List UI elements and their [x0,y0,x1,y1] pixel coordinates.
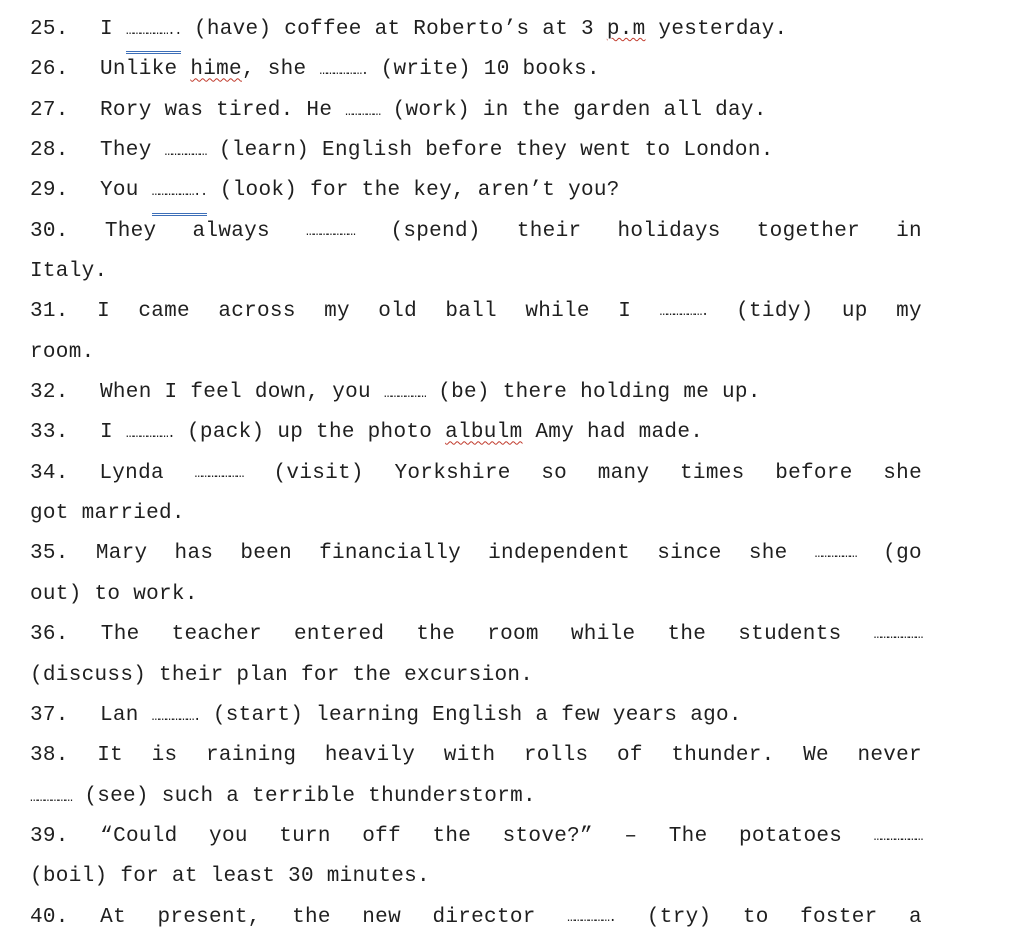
item-word: in [896,219,922,243]
exercise-item-35 [30,534,922,574]
item-word: The [668,824,708,848]
item-word: holidays [617,219,721,243]
item-word: Lynda [99,461,164,485]
exercise-item-31-wrap [30,333,922,373]
item-text: Italy. [30,260,108,284]
item-text: (have) coffee at Roberto’s at 3 [193,18,607,41]
item-word: Yorkshire [394,461,511,485]
item-word: I [97,300,110,324]
item-word: the [667,623,707,647]
item-word: rolls [523,744,589,768]
exercise-item-34-wrap [30,494,922,534]
item-word: while [525,300,590,324]
item-number: 26. [30,58,69,82]
answer-blank[interactable]: ……………….. [152,172,207,215]
item-word: present, [157,905,261,929]
item-word: with [443,744,496,768]
item-word: financially [319,542,462,566]
item-number: 31. [30,300,69,324]
item-word: is [151,744,178,768]
item-number: 32. [30,381,69,405]
exercise-item-31 [30,292,922,332]
answer-blank[interactable]: ……………… [30,789,72,806]
exercise-item-40 [30,898,922,938]
exercise-page [30,10,922,938]
item-word: their [516,219,582,243]
item-word: foster [800,905,878,929]
item-number: 34. [30,461,69,485]
exercise-item-37 [30,696,922,736]
exercise-item-36-wrap [30,656,922,696]
item-text: , she [241,58,307,82]
item-word: many [597,461,650,485]
item-text: When I feel down, you [100,381,371,405]
item-word: I [618,300,632,324]
item-number: 25. [30,18,69,41]
item-word: been [240,542,292,566]
answer-blank[interactable]: ………………… [873,828,922,845]
item-number: 39. [30,824,69,848]
item-text: (write) 10 books. [380,58,600,82]
exercise-item-32 [30,373,922,413]
exercise-item-30 [30,212,922,252]
exercise-item-36 [30,615,922,655]
item-word: my [324,300,350,324]
item-word: (try) [646,905,712,929]
item-word: old [378,300,417,324]
item-word: of [616,744,643,768]
item-text: Amy had made. [522,421,704,445]
item-word: room [487,623,539,647]
exercise-item-39-wrap [30,857,922,897]
item-word: you [209,824,248,848]
item-text: I [100,18,113,41]
item-word: turn [279,824,331,848]
item-text: I [100,421,113,445]
item-word: so [541,461,568,485]
item-word: (visit) [273,461,364,485]
item-word: students [738,623,842,647]
exercise-item-28 [30,131,922,171]
item-word: she [883,461,922,485]
item-number: 37. [30,703,69,727]
exercise-item-38-wrap [30,777,922,817]
item-text: (discuss) their plan for the excursion. [30,663,534,687]
item-word: the [416,623,456,647]
answer-blank[interactable]: ………………. [151,708,200,725]
answer-blank[interactable]: ………………… [306,223,355,240]
item-word: – [624,824,638,848]
answer-blank[interactable]: ……………… [814,546,857,563]
item-text: They [100,139,152,163]
answer-blank[interactable]: ………………… [194,465,243,482]
exercise-item-35-wrap [30,575,922,615]
item-text: (start) learning English a few years ago. [212,703,742,727]
exercise-item-38 [30,736,922,776]
spelling-flag: albulm [445,421,523,445]
answer-blank[interactable]: ……………….. [126,11,181,54]
item-number: 29. [30,179,69,203]
item-text: Rory was tired. He [100,98,333,122]
item-word: together [756,219,860,243]
item-text: out) to work. [30,582,198,606]
answer-blank[interactable]: ………………. [567,909,616,926]
exercise-item-27 [30,91,922,131]
item-number: 35. [30,542,69,566]
item-word: independent [488,542,631,566]
item-number: 27. [30,98,69,122]
item-word: to [742,905,769,929]
item-word: new [362,905,401,929]
answer-blank[interactable]: ………………… [873,627,922,644]
item-word: a [909,905,922,929]
item-word: heavily [324,744,416,768]
item-word: came [138,300,190,324]
item-word: before [775,461,853,485]
answer-blank[interactable]: …………… [345,103,380,120]
item-text: room. [30,340,95,364]
item-number: 33. [30,421,69,445]
spelling-flag: hime [190,58,242,82]
item-word: has [174,542,214,566]
item-word: It [97,744,124,768]
item-word: since [657,542,722,566]
item-word: never [857,744,922,768]
item-text: (boil) for at least 30 minutes. [30,865,430,889]
item-word: while [570,623,636,647]
answer-blank[interactable]: ………………. [659,304,708,321]
item-word: teacher [171,623,262,647]
item-text: (see) such a terrible thunderstorm. [84,784,536,808]
item-word: The [100,623,140,647]
exercise-item-39 [30,817,922,857]
item-word: (go [883,542,922,566]
item-number: 38. [30,744,69,768]
item-word: thunder. [671,744,775,768]
item-word: Mary [95,542,148,566]
item-text: Unlike [100,58,191,82]
item-word: she [748,542,788,566]
item-number: 28. [30,139,69,163]
item-word: potatoes [738,824,843,848]
item-text: yesterday. [645,18,788,41]
item-word: the [292,905,331,929]
item-text: (learn) English before they went to London. [218,139,774,163]
exercise-item-26 [30,50,922,90]
answer-blank[interactable]: ………………. [319,63,368,80]
exercise-item-33 [30,413,922,453]
item-text: (look) for the key, aren’t you? [219,179,620,203]
item-text: got married. [30,502,185,526]
item-word: (tidy) [736,300,814,324]
item-word: the [432,824,472,848]
item-word: stove?” [502,824,593,848]
item-word: They [104,219,157,243]
answer-blank[interactable]: ……………… [164,144,206,161]
item-word: raining [205,744,297,768]
item-text: (work) in the garden all day. [392,98,767,122]
item-text: Lan [100,703,139,727]
item-word: ball [445,300,497,324]
item-word: At [100,905,126,929]
exercise-item-25 [30,10,922,50]
item-word: director [432,905,536,929]
item-word: times [680,461,745,485]
item-word: off [362,824,401,848]
spelling-flag: p.m [606,18,646,41]
item-word: across [218,300,296,324]
exercise-item-29 [30,171,922,211]
item-word: entered [294,623,385,647]
answer-blank[interactable]: ……………… [383,386,426,403]
item-word: “Could [100,824,178,848]
item-number: 36. [30,623,69,647]
item-word: We [803,744,829,768]
item-word: (spend) [390,219,481,243]
item-word: always [192,219,270,243]
item-text: (pack) up the photo [187,421,446,445]
exercise-item-30-wrap [30,252,922,292]
item-number: 30. [30,219,69,243]
answer-blank[interactable]: ………………. [125,426,175,443]
item-text: You [100,179,139,203]
item-text: (be) there holding me up. [438,381,761,405]
item-word: my [896,300,922,324]
item-word: up [841,300,868,324]
exercise-item-34 [30,454,922,494]
item-number: 40. [30,905,69,929]
